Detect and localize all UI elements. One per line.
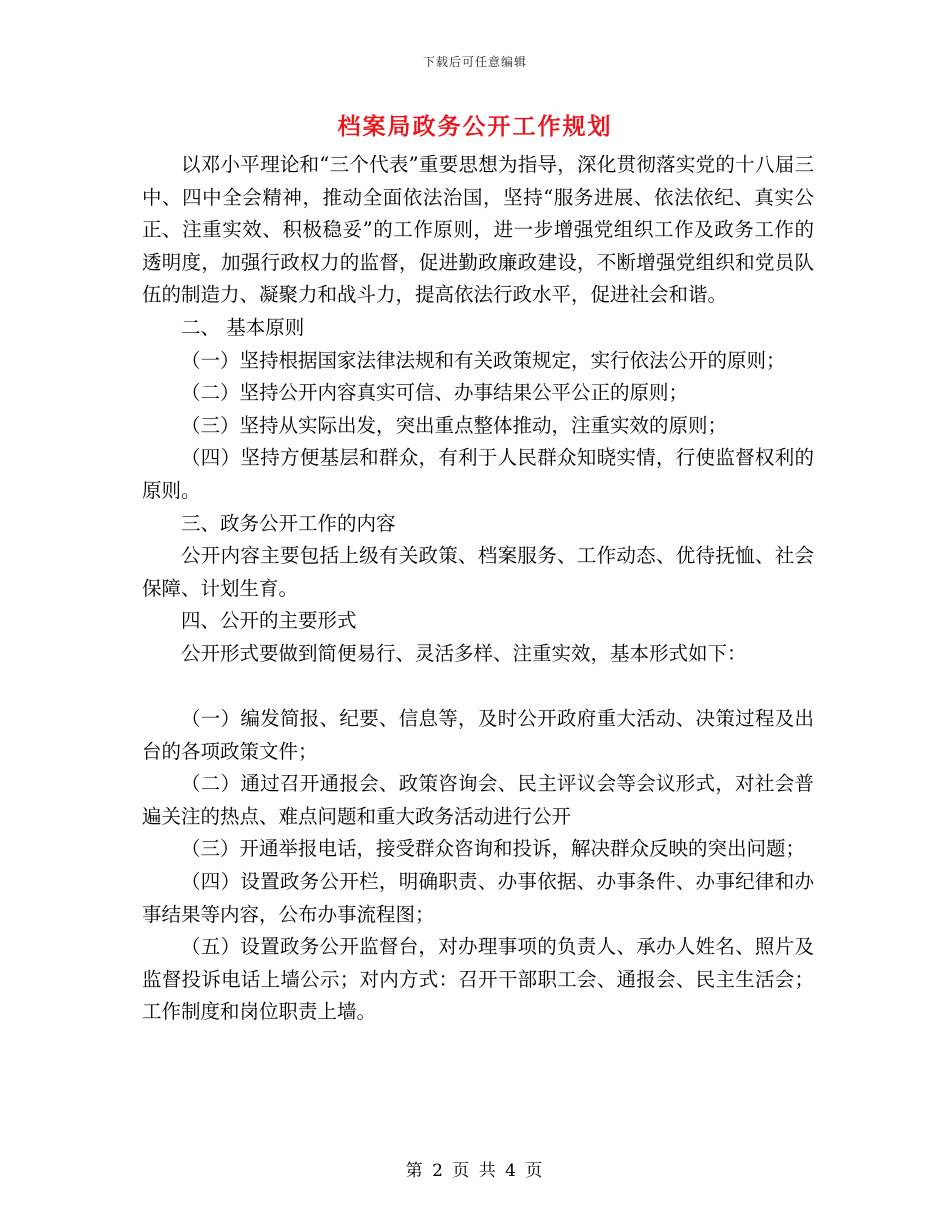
principle-item-1: （一）坚持根据国家法律法规和有关政策规定，实行依法公开的原则； bbox=[181, 348, 786, 372]
principle-item-3: （三）坚持从实际出发，突出重点整体推动，注重实效的原则； bbox=[181, 413, 728, 437]
section-heading-forms: 四、公开的主要形式 bbox=[181, 609, 357, 633]
blank-line bbox=[142, 671, 814, 704]
forms-intro-paragraph: 公开形式要做到简便易行、灵活多样、注重实效，基本形式如下： bbox=[181, 641, 747, 665]
form-item-2: （二）通过召开通报会、政策咨询会、民主评议会等会议形式，对社会普遍关注的热点、难点问题和重大政务活动进行公开 bbox=[142, 772, 814, 828]
form-item-3: （三）开通举报电话，接受群众咨询和投诉，解决群众反映的突出问题； bbox=[181, 837, 806, 861]
form-item-5: （五）设置政务公开监督台，对办理事项的负责人、承办人姓名、照片及监督投诉电话上墙公示；对内方式：召开干部职工会、通报会、民主生活会；工作制度和岗位职责上墙。 bbox=[142, 935, 814, 1024]
section-heading-basic-principles: 二、 基本原则 bbox=[181, 315, 305, 339]
principle-item-2: （二）坚持公开内容真实可信、办事结果公平公正的原则； bbox=[181, 381, 689, 405]
principle-item-4: （四）坚持方便基层和群众，有利于人民群众知晓实情，行使监督权利的原则。 bbox=[142, 446, 814, 502]
form-item-1: （一）编发简报、纪要、信息等，及时公开政府重大活动、决策过程及出台的各项政策文件； bbox=[142, 707, 814, 763]
section-heading-content: 三、政务公开工作的内容 bbox=[181, 511, 396, 535]
page-header-note: 下载后可任意编辑 bbox=[422, 55, 527, 69]
intro-paragraph: 以邓小平理论和“三个代表”重要思想为指导，深化贯彻落实党的十八届三中、四中全会精神，推动全面依法治国，坚持“服务进展、依法依纪、真实公正、注重实效、积极稳妥”的工作原则，进一步增强党组织工作及政务工作的透明度，加强行政权力的监督，促进勤政廉政建设，不断增强党组织和党员队伍的制造力、凝聚力和战斗力，提高依法行政水平，促进社会和谐。 bbox=[142, 153, 814, 307]
form-item-4: （四）设置政务公开栏，明确职责、办事依据、办事条件、办事纪律和办事结果等内容，公布办事流程图； bbox=[142, 870, 814, 926]
page-footer-number: 第 2 页 共 4 页 bbox=[405, 1161, 545, 1181]
content-paragraph: 公开内容主要包括上级有关政策、档案服务、工作动态、优待抚恤、社会保障、计划生育。 bbox=[142, 544, 814, 600]
document-title: 档案局政务公开工作规划 bbox=[337, 113, 613, 140]
document-body bbox=[142, 149, 814, 1029]
